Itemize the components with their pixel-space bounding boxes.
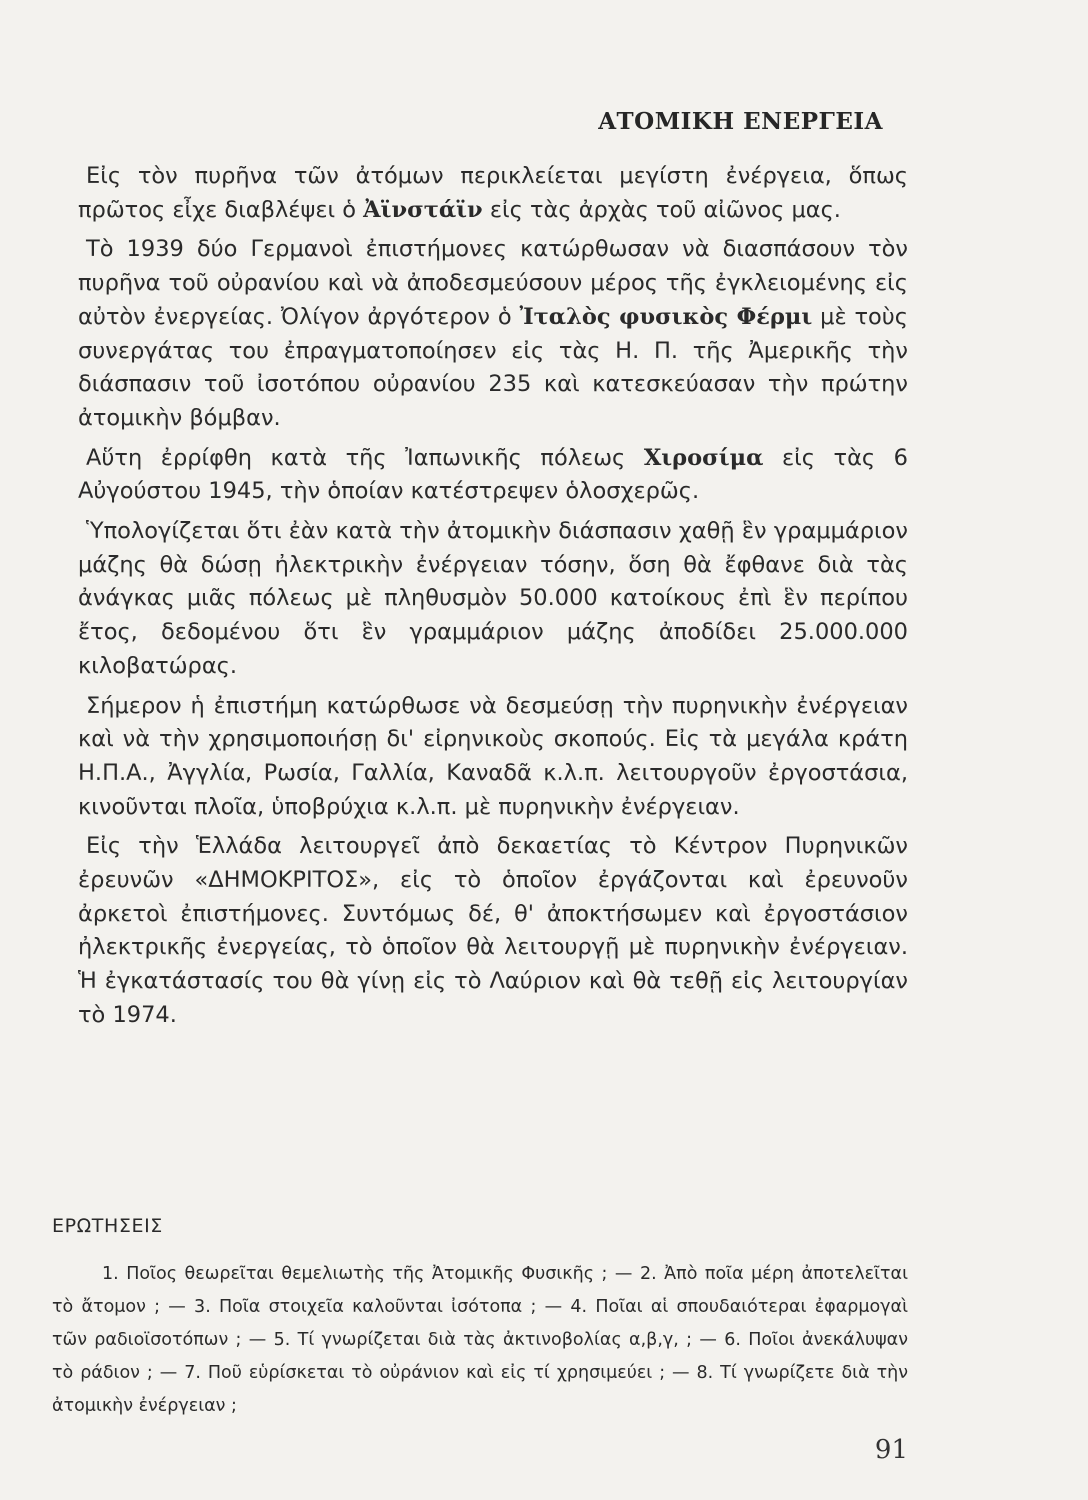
paragraph-1-text-a: Εἰς τὸν πυρῆνα τῶν ἀτόμων περικλείεται μεγίστη ἐνέργεια, ὅπως πρῶτος εἶχε διαβλέψει ὁ — [78, 163, 908, 223]
paragraph-3 — [78, 442, 908, 509]
paragraph-1-bold: Ἀϊνστάϊν — [363, 196, 483, 223]
paragraph-2-text-a: Τὸ 1939 δύο Γερμανοὶ ἐπιστήμονες κατώρθωσαν νὰ διασπάσουν τὸν πυρῆνα τοῦ οὐρανίου καὶ νὰ ἀποδεσμεύσουν μέρος τῆς ἐγκλειομένης εἰς αὐτὸν ἐνεργείας. Ὀλίγον ἀργότερον ὁ — [78, 236, 908, 330]
questions-heading: ΕΡΩΤΗΣΕΙΣ — [52, 1215, 163, 1237]
paragraph-3-text-a: Αὕτη ἐρρίφθη κατὰ τῆς Ἰαπωνικῆς πόλεως — [86, 444, 644, 471]
paragraph-3-text-c: εἰς τὰς 6 Αὐγούστου 1945, τὴν ὁποίαν κατέστρεψεν ὁλοσχερῶς. — [78, 444, 908, 505]
chapter-title: ΑΤΟΜΙΚΗ ΕΝΕΡΓΕΙΑ — [598, 108, 883, 135]
paragraph-4: Ὑπολογίζεται ὅτι ἐὰν κατὰ τὴν ἀτομικὴν διάσπασιν χαθῇ ἓν γραμμάριον μάζης θὰ δώσῃ ἠλεκτρικὴν ἐνέργειαν τόσην, ὅση θὰ ἔφθανε διὰ τὰς ἀνάγκας μιᾶς πόλεως μὲ πληθυσμὸν 50.000 κατοίκους ἐπὶ ἓν περίπου ἔτος, δεδομένου ὅτι ἓν γραμμάριον μάζης ἀποδίδει 25.000.000 κιλοβατώρας. — [78, 518, 908, 679]
page-number: 91 — [874, 1435, 908, 1465]
questions-text: 1. Ποῖος θεωρεῖται θεμελιωτὴς τῆς Ἀτομικῆς Φυσικῆς ; — 2. Ἀπὸ ποῖα μέρη ἀποτελεῖται τὸ ἄτομον ; — 3. Ποῖα στοιχεῖα καλοῦνται ἰσότοπα ; — 4. Ποῖαι αἱ σπουδαιότεραι ἐφαρμογαὶ τῶν ραδιοϊσοτόπων ; — 5. Τί γνωρίζεται διὰ τὰς ἀκτινοβολίας α,β,γ, ; — 6. Ποῖοι ἀνεκάλυψαν τὸ ράδιον ; — 7. Ποῦ εὑρίσκεται τὸ οὐράνιον καὶ εἰς τί χρησιμεύει ; — 8. Τί γνωρίζετε διὰ τὴν ἀτομικὴν ἐνέργειαν ; — [52, 1264, 908, 1416]
paragraph-2-bold: Ἰταλὸς φυσικὸς Φέρμι — [519, 303, 813, 330]
paragraph-2 — [78, 233, 908, 435]
questions-list — [52, 1258, 908, 1423]
paragraph-6: Εἰς τὴν Ἑλλάδα λειτουργεῖ ἀπὸ δεκαετίας τὸ Κέντρον Πυρηνικῶν ἐρευνῶν «ΔΗΜΟΚΡΙΤΟΣ», εἰς τὸ ὁποῖον ἐργάζονται καὶ ἐρευνοῦν ἀρκετοὶ ἐπιστήμονες. Συντόμως δέ, θ' ἀποκτήσωμεν καὶ ἐργοστάσιον ἠλεκτρικῆς ἐνεργείας, τὸ ὁποῖον θὰ λειτουργῇ μὲ πυρηνικὴν ἐνέργειαν. Ἡ ἐγκατάστασίς του θὰ γίνῃ εἰς τὸ Λαύριον καὶ θὰ τεθῇ εἰς λειτουργίαν τὸ 1974. — [78, 833, 908, 1028]
main-text — [78, 160, 908, 1039]
paragraph-2-text-c: μὲ τοὺς συνεργάτας του ἐπραγματοποίησεν εἰς τὰς Η. Π. τῆς Ἀμερικῆς τὴν διάσπασιν τοῦ ἰσοτόπου οὐρανίου 235 καὶ κατεσκεύασαν τὴν πρώτην ἀτομικὴν βόμβαν. — [78, 303, 909, 431]
paragraph-1-text-c: εἰς τὰς ἀρχὰς τοῦ αἰῶνος μας. — [482, 196, 841, 223]
paragraph-5: Σήμερον ἡ ἐπιστήμη κατώρθωσε νὰ δεσμεύσῃ τὴν πυρηνικὴν ἐνέργειαν καὶ νὰ τὴν χρησιμοποιήσῃ δι' εἰρηνικοὺς σκοπούς. Εἰς τὰ μεγάλα κράτη Η.Π.Α., Ἀγγλία, Ρωσία, Γαλλία, Καναδᾶ κ.λ.π. λειτουργοῦν ἐργοστάσια, κινοῦνται πλοῖα, ὑποβρύχια κ.λ.π. μὲ πυρηνικὴν ἐνέργειαν. — [78, 692, 908, 820]
paragraph-3-bold: Χιροσίμα — [643, 444, 764, 471]
paragraph-1 — [78, 160, 908, 227]
